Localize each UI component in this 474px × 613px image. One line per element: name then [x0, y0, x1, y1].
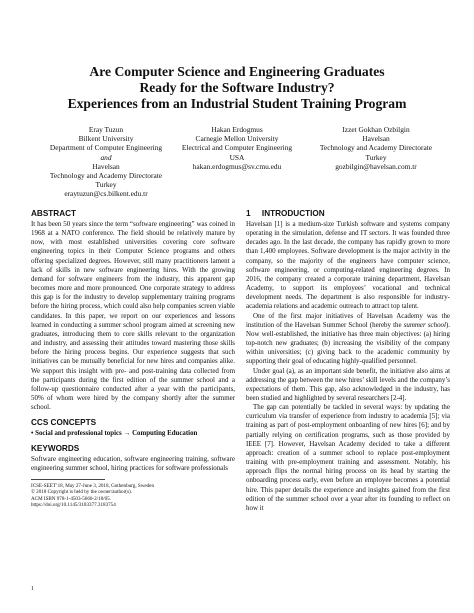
- author-affiliation: Carnegie Mellon University: [195, 134, 279, 144]
- author-email: eraytuzun@cs.bilkent.edu.tr: [64, 189, 148, 199]
- keywords-heading: KEYWORDS: [31, 444, 80, 454]
- author-country: Turkey: [95, 180, 117, 190]
- keywords-text: Software engineering education, software engineering training, software engineering summer school, hiring practices for software professionals: [31, 455, 235, 473]
- paper-title: [0, 64, 474, 112]
- intro-paragraph-3: Under goal (a), as an important side benefit, the initiative also aims at addressing the gap between the new hires’ skill levels and the company’s expectations of them. This gap, also acknowledged in the industry, has been studied and highlighted by several researchers [2-4].: [246, 366, 450, 402]
- author-country: USA: [229, 152, 245, 162]
- footnote-copyright: © 2018 Copyright is held by the owner/author(s).: [31, 489, 132, 496]
- footnote-rule: [31, 479, 105, 480]
- copyright-footnote: [31, 483, 235, 508]
- author-country: Turkey: [365, 152, 387, 162]
- summer-school-term: summer school: [403, 320, 446, 329]
- author-affiliation: Havelsan: [92, 161, 120, 171]
- author-block-tuzun: [20, 125, 192, 199]
- ccs-concepts-text: • Social and professional topics → Computing Education: [31, 430, 198, 438]
- author-name: Hakan Erdogmus: [211, 125, 263, 134]
- right-column: [246, 208, 450, 513]
- left-column: [31, 208, 235, 474]
- intro-paragraph-2: [246, 312, 450, 367]
- introduction-heading: 1 INTRODUCTION: [246, 209, 325, 218]
- title-line: Are Computer Science and Engineering Graduates: [89, 64, 385, 79]
- title-line: Experiences from an Industrial Student Training Program: [67, 96, 407, 111]
- author-name: Eray Tuzun: [88, 125, 124, 134]
- intro-paragraph-4: The gap can potentially be tackled in several ways: by updating the curriculum via transfer of experience from industry to academia [5]; via training as part of post-employment onboarding of new hires [6]; and by partially relying on certification programs, such as those provided by IEEE [7]. However, Havelsan Academy decided to take a different approach: creation of a summer school to replace post-employment training with pre-employment training and assessment. Notably, his approach flips the normal hiring process on its head by starting the onboarding process early, even before an employee becomes a potential hire. This paper details the experience and insights gained from the first edition of the summer school over a year after its founding to reflect on how it: [246, 403, 450, 512]
- author-email: hakan.erdogmus@sv.cmu.edu: [192, 161, 282, 171]
- author-name: Izzet Gokhan Ozbilgin: [342, 125, 410, 134]
- intro-p2-text-cont: ). Now well-established, the initiative has three main objectives: (a) hiring top-notch new graduates; (b) increasing the visibility of the company within universities; (c) giving back to the academic community by supporting their goal of educating highly-qualified personnel.: [246, 320, 450, 366]
- ccs-heading: CCS CONCEPTS: [31, 418, 97, 428]
- author-department: Technology and Academy Directorate: [319, 143, 433, 153]
- page-number: 1: [31, 586, 34, 592]
- author-email: gozbilgin@havelsan.com.tr: [335, 161, 417, 171]
- author-affiliation: Bilkent University: [78, 134, 134, 144]
- author-conjunction: and: [100, 152, 112, 162]
- author-department: Electrical and Computer Engineering: [181, 143, 293, 153]
- author-department: Technology and Academy Directorate: [49, 171, 163, 181]
- abstract-text: It has been 50 years since the term “software engineering” was coined in 1968 at a NATO conference. The field should be relatively mature by now, with most established universities covering core software engineering topics in their Computer Science programs and others offering specialized degrees. However, still many practitioners lament a lack of skills in new software engineering hires. With the growing demand for software engineers from the industry, this apparent gap becomes more and more pronounced. One corporate strategy to address this gap is for the industry to develop supplementary training programs before the hiring process, which could also help companies screen viable candidates. In this paper, we report on our experiences and lessons learned in conducting a summer school program aimed at screening new graduates, introducing them to core skills relevant to the organization and industry, and assessing their attitudes toward mastering those skills before the hiring process begins. Our experience suggests that such initiatives can be mutually beneficial for new hires and companies alike. We support this insight with pre- and post-training data collected from the participants during the first edition of the summer school and a follow-up questionnaire conducted after a year with the participants, 50% of whom were hired by the company shortly after the summer school.: [31, 220, 235, 412]
- intro-p2-text: One of the first major initiatives of Havelsan Academy was the institution of the Havelsan Summer School (hereby the: [246, 311, 450, 329]
- footnote-isbn: ACM ISBN 978-1-4503-5660-2/18/05.: [31, 495, 111, 502]
- author-affiliation: Havelsan: [362, 134, 390, 144]
- author-block-erdogmus: [172, 125, 302, 171]
- intro-paragraph-1: Havelsan [1] is a medium-size Turkish software and systems company operating in the simulation, defense and IT sectors. It was founded three decades ago. In the last decade, the company has rapidly grown to more than 1,400 employees. Software development is the major activity in the company, so the majority of the engineers have computer science, software engineering, or computing-related engineering degrees. In 2016, the company created a corporate training department, Havelsan Academy, to support its employees’ vocational and technical development needs. The department is also responsible for industry-academia relations and academic outreach to attract top talent.: [246, 220, 450, 311]
- footnote-conference: ICSE-SEET’18, May 27-June 3, 2018, Gothenburg, Sweden: [31, 483, 154, 489]
- author-department: Department of Computer Engineering: [49, 143, 163, 153]
- author-block-ozbilgin: [298, 125, 454, 171]
- footnote-doi: https://doi.org/10.1145/3183377.3183754: [31, 501, 116, 508]
- abstract-heading: ABSTRACT: [31, 209, 77, 218]
- title-line: Ready for the Software Industry?: [139, 80, 335, 95]
